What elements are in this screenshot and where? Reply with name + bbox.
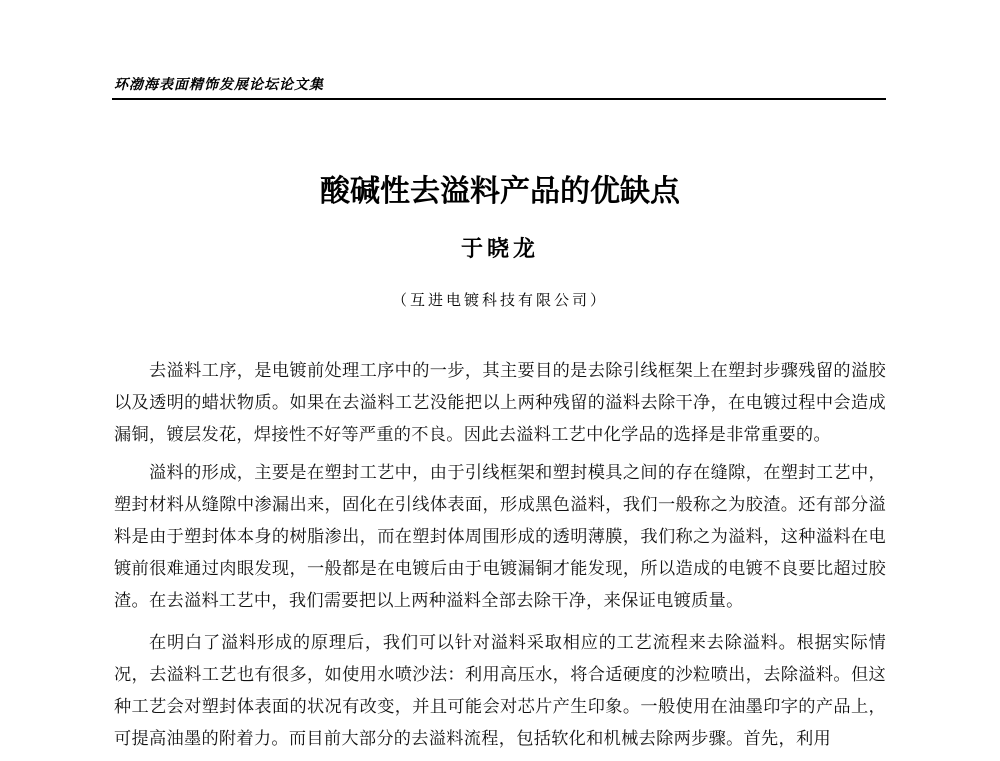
body-paragraph: 溢料的形成，主要是在塑封工艺中，由于引线框架和塑封模具之间的存在缝隙，在塑封工艺中，塑封材料从缝隙中渗漏出来，固化在引线体表面，形成黑色溢料，我们一般称之为胶渣。还有部分溢料是由于塑封体本身的树脂渗出，而在塑封体周围形成的透明薄膜，我们称之为溢料，这种溢料在电镀前很难通过肉眼发现，一般都是在电镀后由于电镀漏铜才能发现，所以造成的电镀不良要比超过胶渣。在去溢料工艺中，我们需要把以上两种溢料全部去除干净，来保证电镀质量。 [114, 463, 886, 611]
author-affiliation: （互进电镀科技有限公司） [391, 291, 608, 309]
article-title: 酸碱性去溢料产品的优缺点 [320, 174, 680, 209]
running-header: 环渤海表面精饰发展论坛论文集 [114, 77, 324, 93]
article-body [114, 355, 886, 761]
header-rule [112, 98, 886, 100]
article-author: 于晓龙 [460, 236, 539, 262]
body-paragraph: 在明白了溢料形成的原理后，我们可以针对溢料采取相应的工艺流程来去除溢料。根据实际情况，去溢料工艺也有很多，如使用水喷沙法：利用高压水，将合适硬度的沙粒喷出，去除溢料。但这种工艺会对塑封体表面的状况有改变，并且可能会对芯片产生印象。一般使用在油墨印字的产品上，可提高油墨的附着力。而目前大部分的去溢料流程，包括软化和机械去除两步骤。首先，利用 [114, 633, 886, 749]
body-paragraph: 去溢料工序，是电镀前处理工序中的一步，其主要目的是去除引线框架上在塑封步骤残留的溢胶以及透明的蜡状物质。如果在去溢料工艺没能把以上两种残留的溢料去除干净，在电镀过程中会造成漏铜，镀层发花，焊接性不好等严重的不良。因此去溢料工艺中化学品的选择是非常重要的。 [114, 361, 886, 445]
